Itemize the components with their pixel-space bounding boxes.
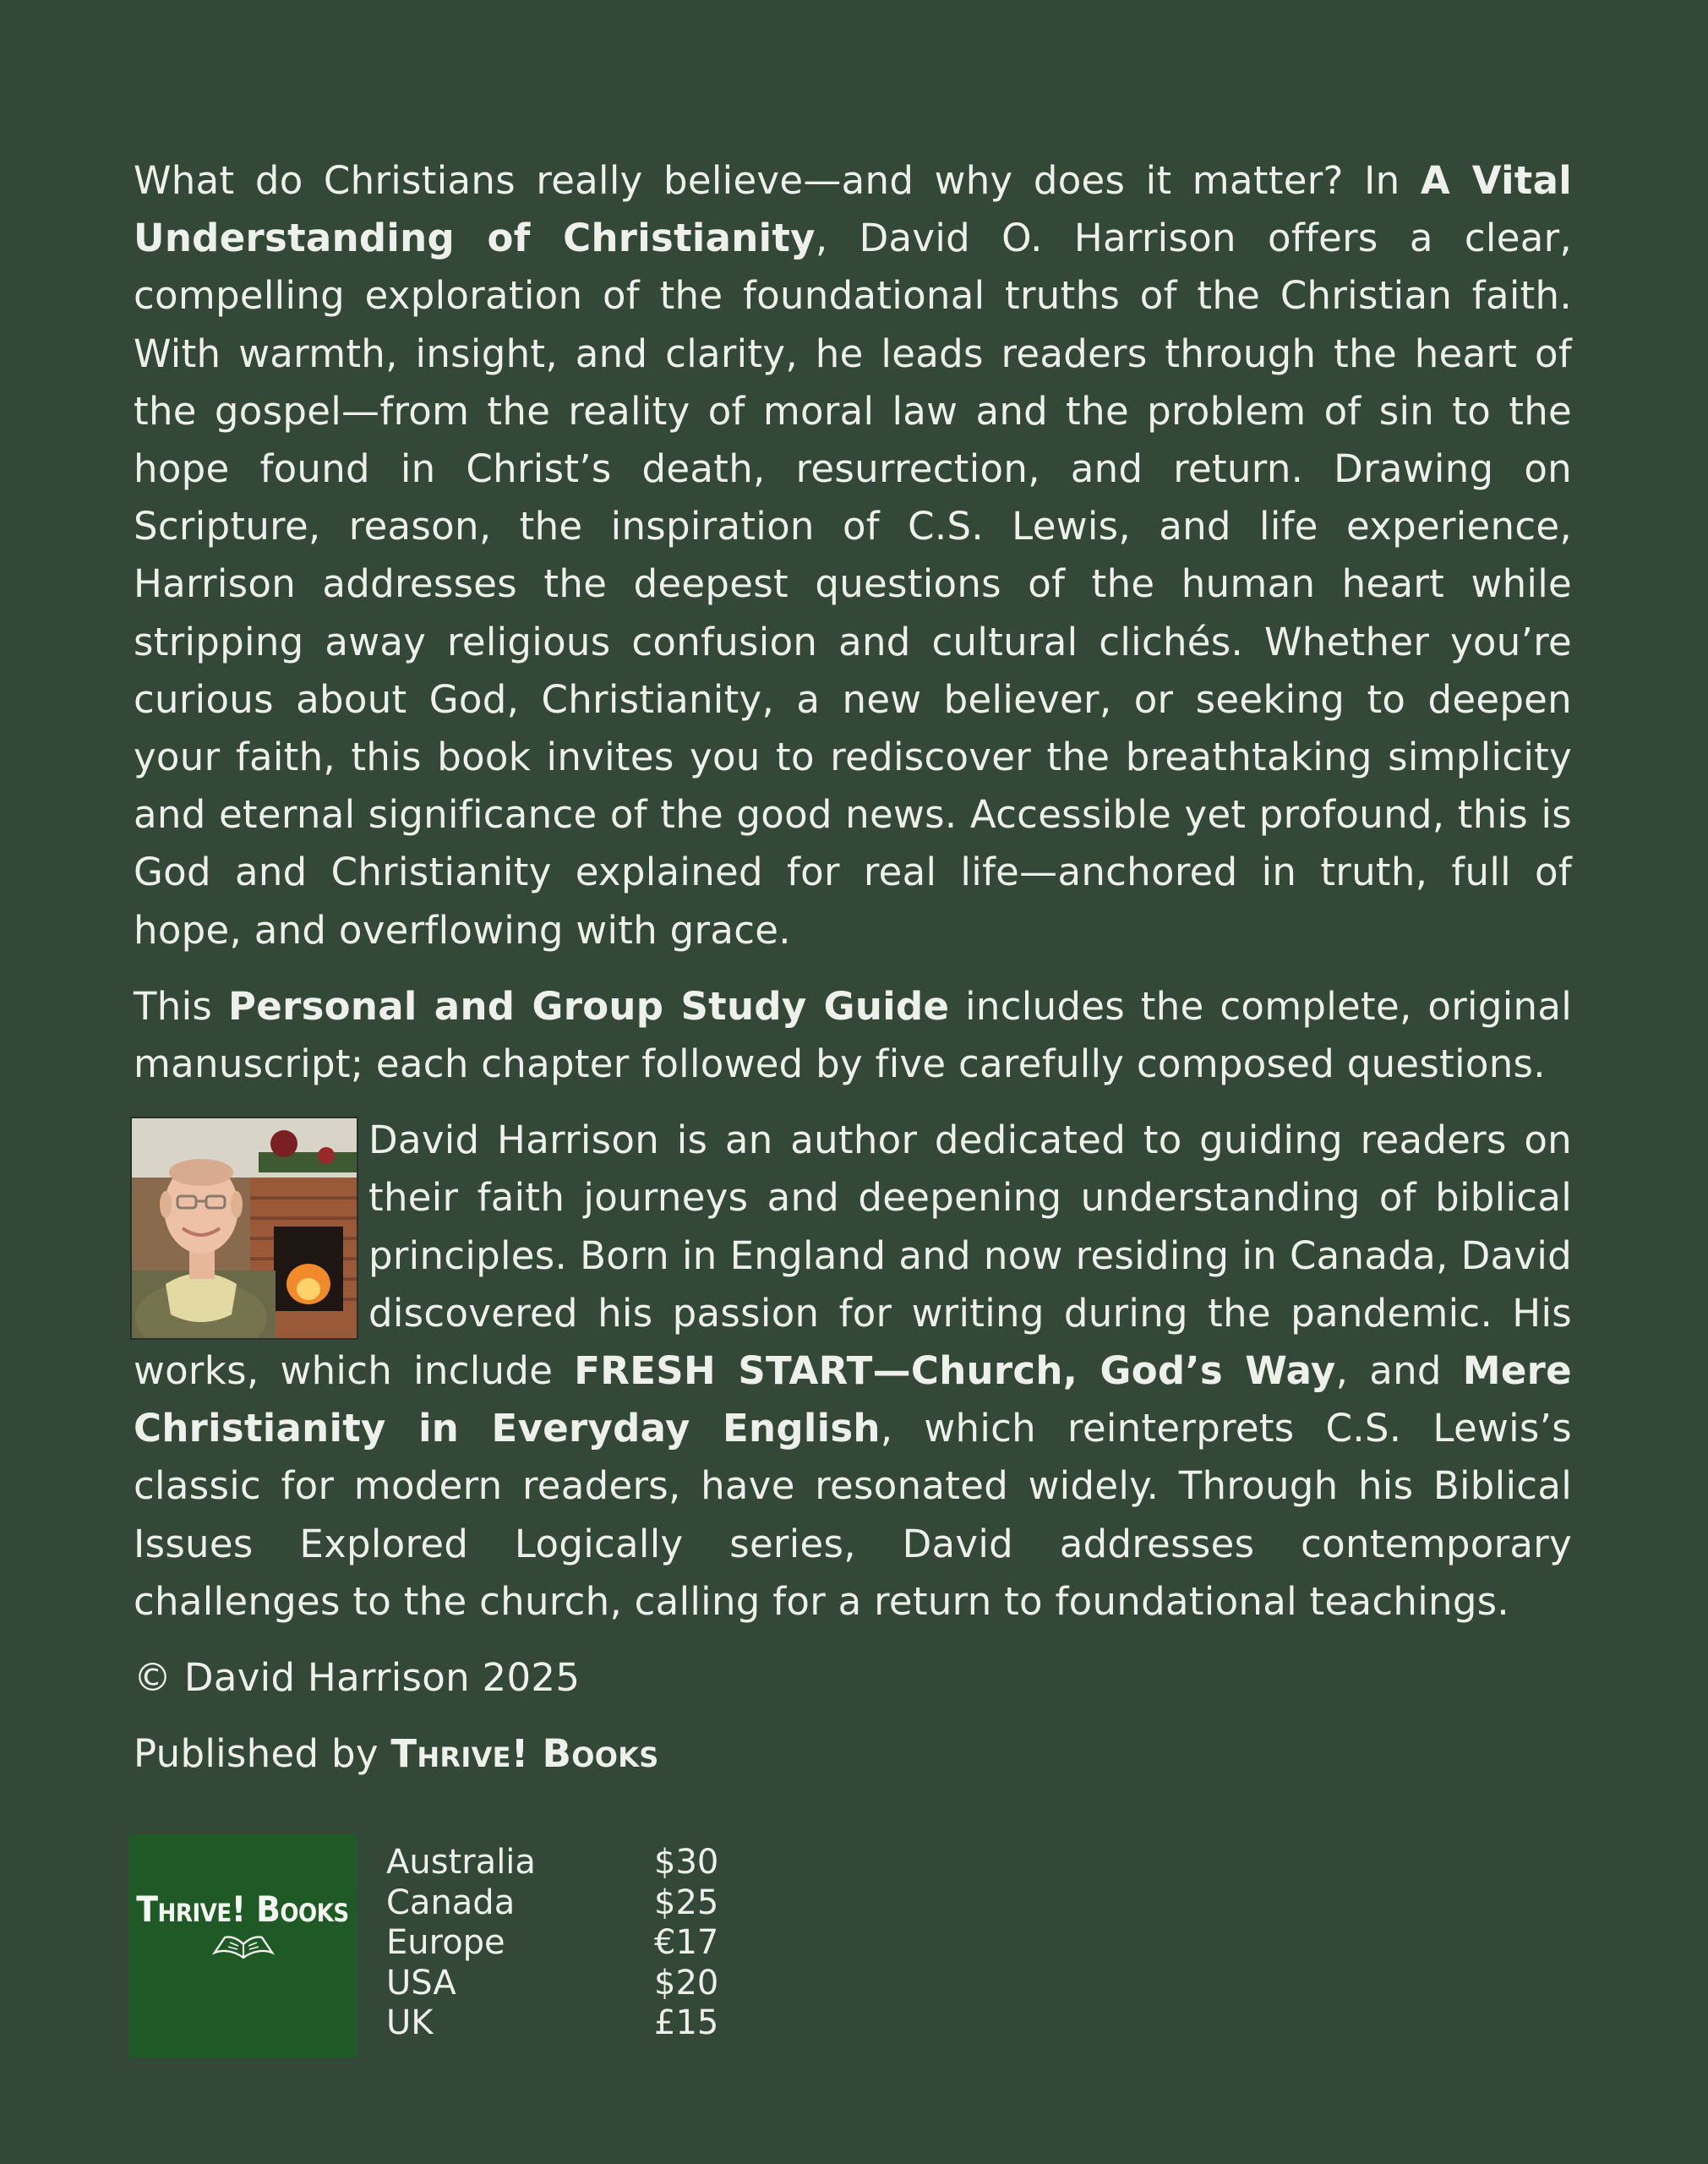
price-country: UK [386,2003,434,2042]
publisher-logo [128,1834,357,2057]
price-country: Australia [386,1843,536,1882]
copyright-line: © David Harrison 2025 [134,1655,581,1701]
author-photo [130,1117,358,1340]
price-value: €17 [654,1923,719,1962]
work-fresh-start: FRESH START—Church, God’s Way [574,1348,1336,1394]
price-value: $25 [654,1883,719,1922]
logo-text: Thrive! Books [136,1888,349,1930]
study-guide-body: includes the complete, original manuscript; each chapter followed by five carefully composed questions. [134,983,1572,1087]
blurb-body: , David O. Harrison offers a clear, compelling exploration of the foundational truths of the Christian faith. With warmth, insight, and clarity, he leads readers through the heart of the gospel—from the reality of moral law and the problem of sin to the hope found in Christ’s death, resurrection, and return. Drawing on Scripture, reason, the inspiration of C.S. Lewis, and life experience, Harrison addresses the deepest questions of the human heart while stripping away religious confusion and cultural clichés. Whether you’re curious about God, Christianity, a new believer, or seeking to deepen your faith, this book invites you to rediscover the breathtaking simplicity and eternal significance of the good news. Accessible yet profound, this is God and Christianity explained for real life—anchored in truth, full of hope, and overflowing with grace. [134,216,1572,953]
price-row [386,1843,718,1883]
price-value: £15 [654,2003,719,2042]
publisher-name: Thrive! Books [390,1731,659,1777]
price-row [386,2003,718,2044]
study-guide-paragraph [134,978,1572,1093]
study-guide-intro: This [134,983,228,1029]
blurb-intro: What do Christians really believe—and why does it matter? In [134,158,1421,203]
price-country: USA [386,1963,456,2003]
price-country: Canada [386,1883,516,1922]
price-list [386,1843,718,2044]
price-value: $30 [654,1843,719,1882]
publisher-prefix: Published by [134,1731,391,1777]
blurb-paragraph [134,152,1572,959]
author-portrait-illustration [132,1118,357,1338]
study-guide-title: Personal and Group Study Guide [227,983,950,1029]
book-title: A Vital Understanding of Christianity [134,158,1573,261]
work-mere-christianity: Mere Christianity in Everyday English [134,1348,1572,1451]
bio-body: , which reinterprets C.S. Lewis’s classic for modern readers, have resonated widely. Through his Biblical Issues Explored Logically series, David addresses contemporary challenges to the church, calling for a return to foundational teachings. [134,1406,1572,1624]
publisher-line [134,1725,1572,1783]
back-cover-text [134,152,1572,1783]
footer [128,1834,720,2059]
bio-conjunction: , and [1335,1348,1463,1394]
author-bio-paragraph [134,1112,1572,1631]
price-value: $20 [654,1963,719,2003]
open-book-icon [211,1932,276,1961]
price-row [386,1883,718,1924]
price-country: Europe [386,1923,505,1962]
bio-intro: David Harrison is an author dedicated to guiding readers on their faith journeys and deepening understanding of biblical principles. Born in England and now residing in Canada, David discovered his passion for writing during the pandemic. His works, which include [134,1118,1572,1394]
price-row [386,1964,718,2004]
price-row [386,1923,718,1964]
